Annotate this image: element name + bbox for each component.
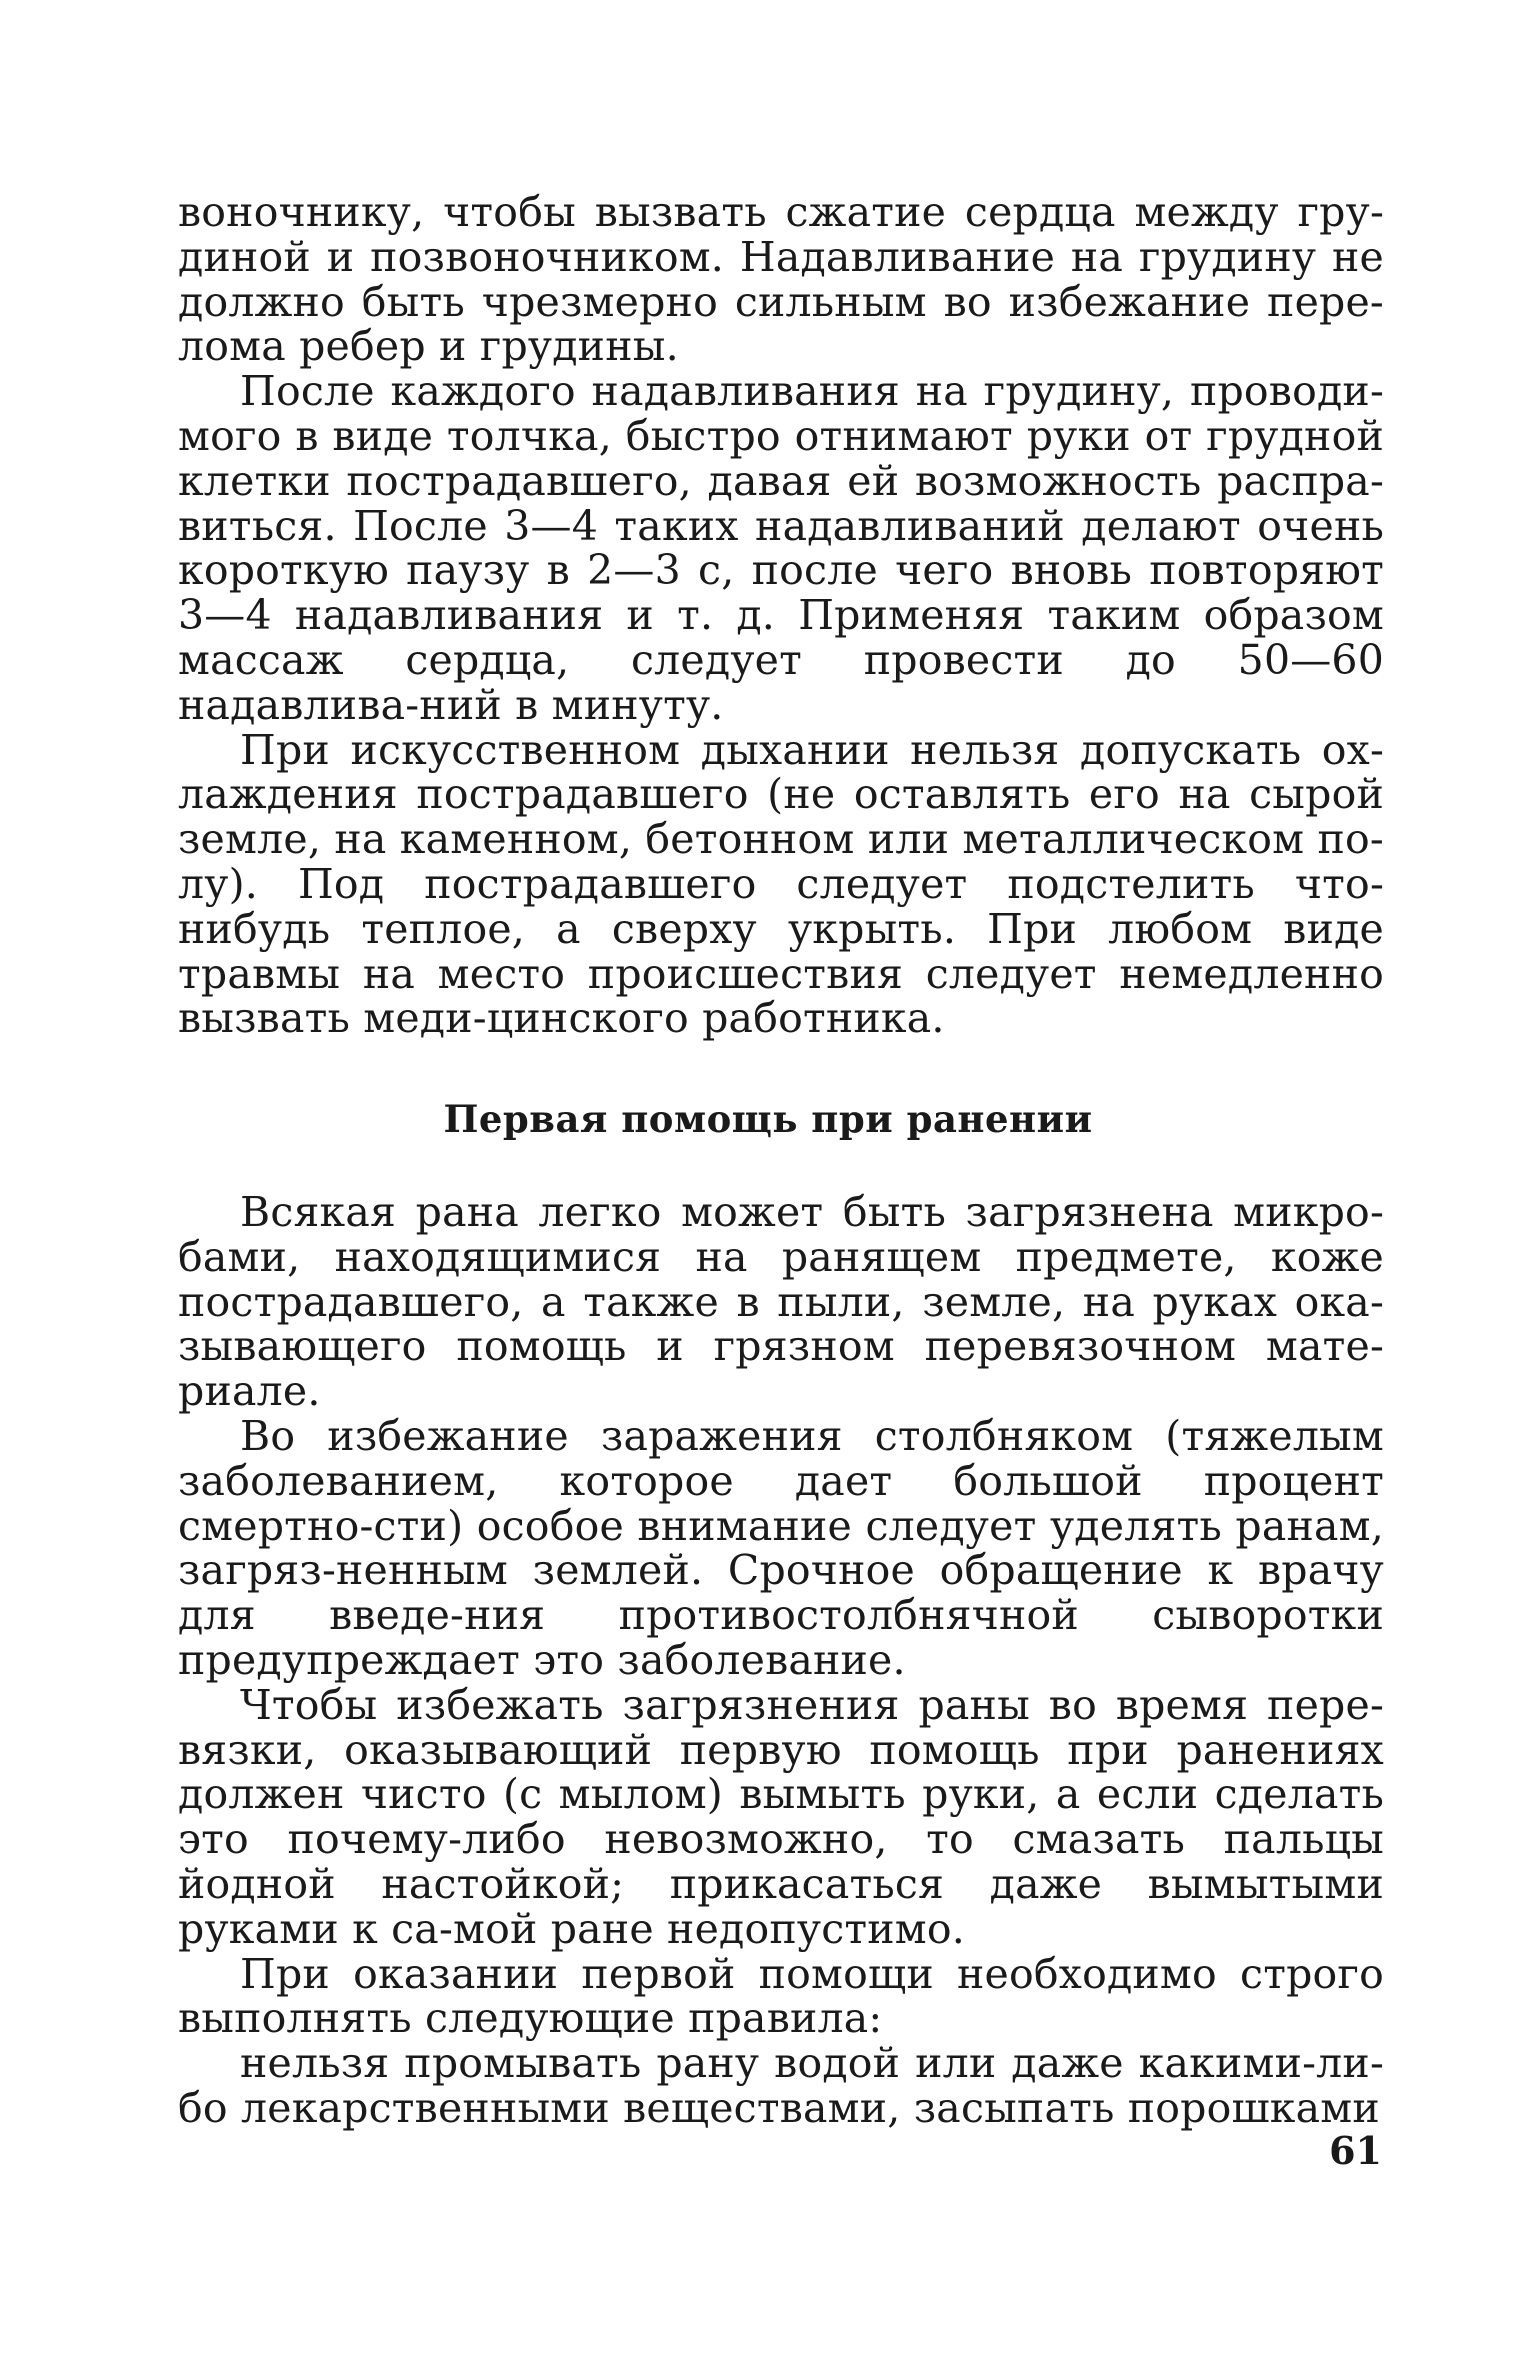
paragraph-top-2: После каждого надавливания на грудину, проводи-мого в виде толчка, быстро отнимают руки от грудной клетки пострадавшего, давая ей возможность распра-виться. После 3—4 таких надавливаний делают очень короткую паузу в 2—3 с, после чего вновь повторяют 3—4 надавливания и т. д. Применяя таким образом массаж сердца, следует провести до 50—60 надавлива-ний в минуту. xyxy=(178,367,1384,729)
paragraph-bottom-2: Во избежание заражения столбняком (тяжелым заболеванием, которое дает большой процент смертно-сти) особое внимание следует уделять ранам, загряз-ненным землей. Срочное обращение к врачу для введе-ния противостолбнячной сыворотки предупреждает это заболевание. xyxy=(178,1411,1384,1684)
top-text-block xyxy=(178,190,1384,1041)
bottom-text-block xyxy=(178,1190,1384,2131)
paragraph-bottom-1: Всякая рана легко может быть загрязнена микро-бами, находящимися на ранящем предмете, коже пострадавшего, а также в пыли, земле, на руках ока-зывающего помощь и грязном перевязочном мате-риале. xyxy=(178,1188,1384,1416)
paragraph-bottom-3: Чтобы избежать загрязнения раны во время пере-вязки, оказывающий первую помощь при ранениях должен чисто (с мылом) вымыть руки, а если сделать это почему-либо невозможно, то смазать пальцы йодной настойкой; прикасаться даже вымытыми руками к са-мой ране недопустимо. xyxy=(178,1680,1384,1953)
section-heading: Первая помощь при ранении xyxy=(443,1097,1093,1141)
paragraph-top-1: воночнику, чтобы вызвать сжатие сердца между гру-диной и позвоночником. Надавливание на грудину не должно быть чрезмерно сильным во избежание пере-лома ребер и грудины. xyxy=(178,188,1384,371)
paragraph-bottom-5: нельзя промывать рану водой или даже какими-ли-бо лекарственными веществами, засыпать порошками xyxy=(178,2039,1384,2132)
page-number: 61 xyxy=(1329,2128,1382,2173)
paragraph-top-3: При искусственном дыхании нельзя допускать ох-лаждения пострадавшего (не оставлять его на сырой земле, на каменном, бетонном или металлическом по-лу). Под пострадавшего следует подстелить что-нибудь теплое, а сверху укрыть. При любом виде травмы на место происшествия следует немедленно вызвать меди-цинского работника. xyxy=(178,725,1384,1043)
paragraph-bottom-4: При оказании первой помощи необходимо строго выполнять следующие правила: xyxy=(178,1949,1384,2043)
